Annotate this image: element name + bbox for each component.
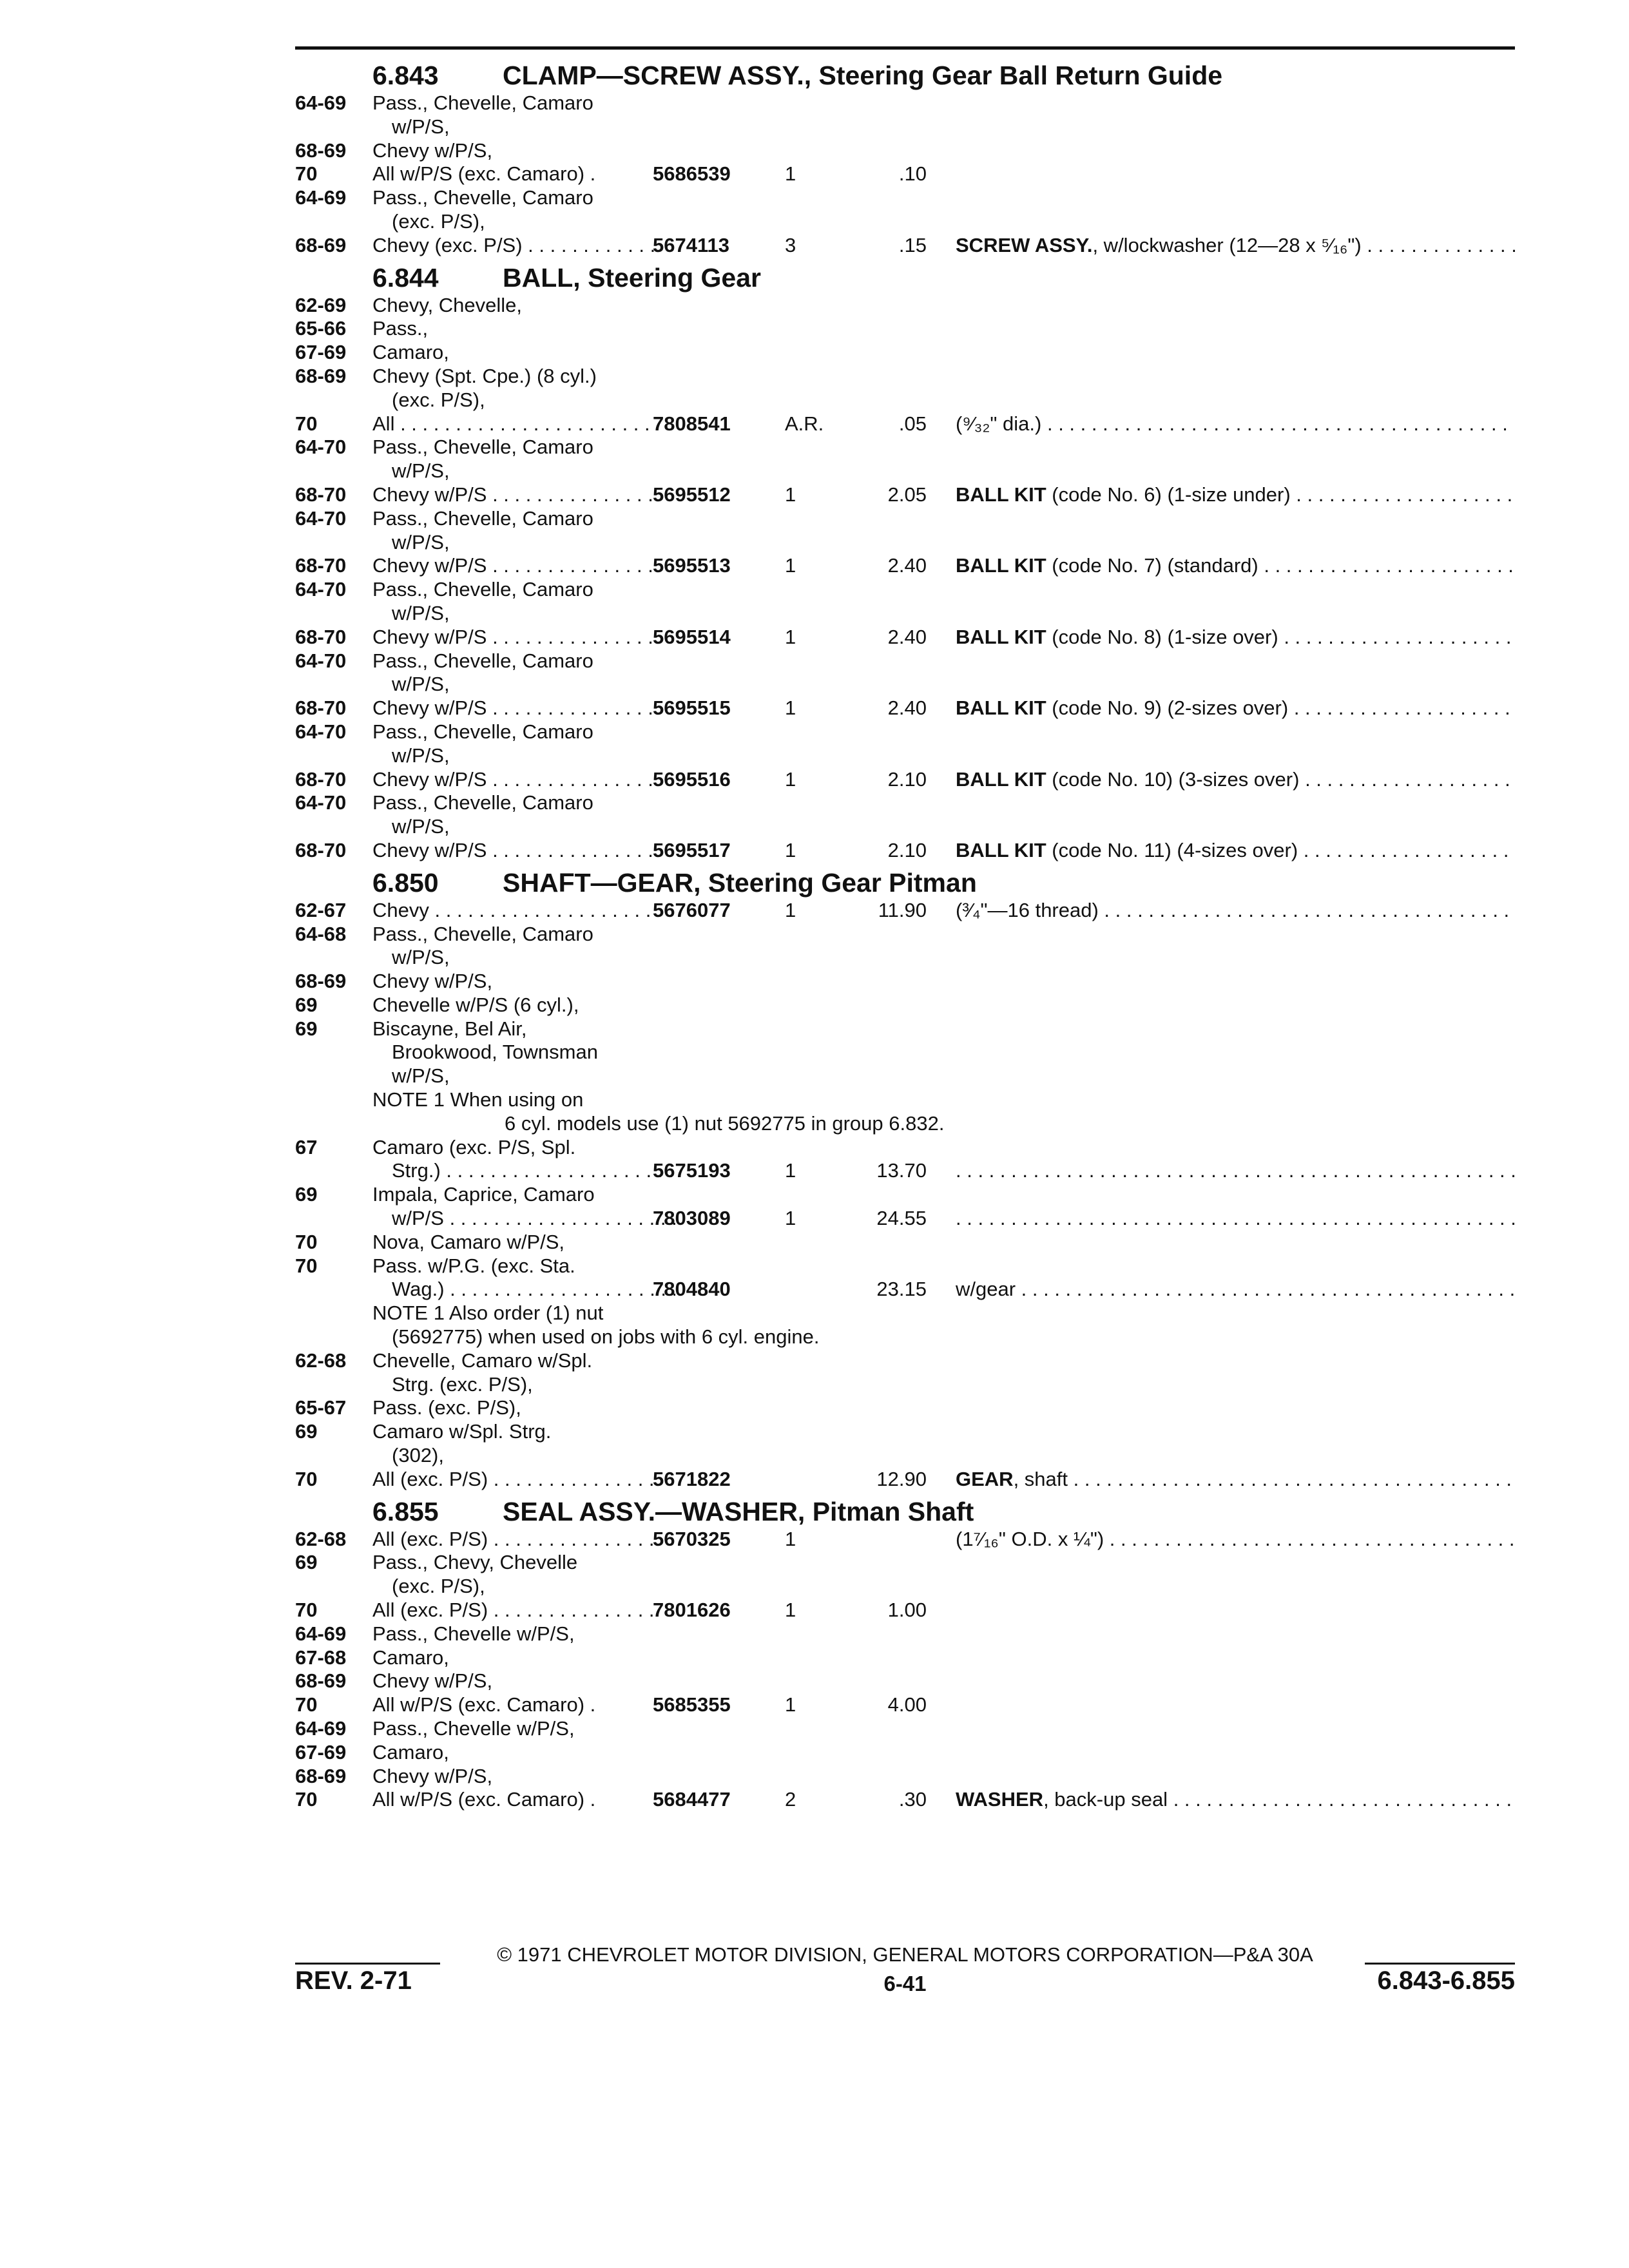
part-number: 5675193 [653, 1159, 731, 1182]
model-application: NOTE 1 When using on [372, 1088, 584, 1111]
model-application: w/P/S, [392, 459, 450, 483]
model-application: All w/P/S (exc. Camaro) . [372, 162, 596, 186]
model-application: Biscayne, Bel Air, [372, 1017, 527, 1040]
model-application: Pass. (exc. P/S), [372, 1396, 521, 1419]
part-name: BALL KIT [956, 554, 1046, 577]
model-application: w/P/S, [392, 946, 450, 969]
model-year: 67-69 [295, 1740, 347, 1763]
parts-listing [295, 55, 1515, 1812]
model-year: 68-69 [295, 1764, 347, 1787]
model-year: 70 [295, 1254, 318, 1277]
model-application: Chevy w/P/S . . . [372, 768, 656, 792]
part-row [295, 768, 1515, 792]
part-row [295, 294, 1515, 318]
model-application: Chevy, Chevelle, [372, 293, 523, 316]
model-application: w/P/S, [392, 601, 450, 624]
price: 11.90 [878, 898, 927, 921]
quantity: 1 [785, 1527, 796, 1550]
model-application: w/P/S, [392, 115, 450, 138]
part-row [295, 531, 1515, 555]
part-row [295, 815, 1515, 839]
model-application: Camaro, [372, 1646, 449, 1669]
part-spec: (code No. 8) (1-size over) [1046, 625, 1278, 648]
part-description [956, 1159, 1515, 1183]
model-year: 68-69 [295, 139, 347, 162]
part-description [956, 626, 1515, 649]
part-spec: , back-up seal [1043, 1788, 1168, 1811]
part-row [295, 1669, 1515, 1693]
model-application: Camaro, [372, 1740, 449, 1763]
model-year: 64-70 [295, 578, 347, 601]
part-row [295, 1646, 1515, 1670]
part-row [295, 1112, 1515, 1136]
part-name: SCREW ASSY. [956, 233, 1093, 256]
model-application: Chevy w/P/S . . . [372, 626, 656, 649]
section-title: SHAFT—GEAR, Steering Gear Pitman [503, 867, 977, 898]
model-application: Chevy w/P/S . . . [372, 483, 656, 507]
model-application: Pass. w/P.G. (exc. Sta. [372, 1254, 575, 1277]
part-row [295, 673, 1515, 697]
quantity: 2 [785, 1788, 796, 1811]
part-row [295, 389, 1515, 412]
quantity: 1 [785, 1207, 796, 1230]
part-row [295, 186, 1515, 210]
part-name: WASHER [956, 1788, 1044, 1811]
model-year: 67 [295, 1135, 318, 1158]
model-application: Strg. (exc. P/S), [392, 1372, 533, 1396]
model-year: 64-70 [295, 506, 347, 530]
part-row [295, 946, 1515, 970]
part-row [295, 554, 1515, 578]
model-year: 69 [295, 1420, 318, 1443]
quantity: 1 [785, 625, 796, 648]
model-application: Pass., Chevelle w/P/S, [372, 1717, 575, 1740]
price: .30 [898, 1788, 927, 1811]
part-row [295, 1207, 1515, 1231]
model-application: Chevelle, Camaro w/Spl. [372, 1349, 593, 1372]
part-row [295, 1444, 1515, 1468]
model-application: (302), [392, 1444, 444, 1467]
part-name: BALL KIT [956, 625, 1046, 648]
quantity: 1 [785, 1599, 796, 1622]
part-spec: (code No. 9) (2-sizes over) [1046, 697, 1289, 720]
model-application: Pass., Chevelle, Camaro [372, 91, 593, 114]
part-row [295, 317, 1515, 341]
model-year: 68-70 [295, 767, 347, 791]
model-application: Pass., Chevelle, Camaro [372, 922, 593, 945]
quantity: 1 [785, 898, 796, 921]
model-application: All w/P/S (exc. Camaro) . [372, 1693, 596, 1716]
part-description [956, 412, 1515, 436]
copyright-notice: © 1971 CHEVROLET MOTOR DIVISION, GENERAL MOTORS CORPORATION—P&A 30A [497, 1943, 1313, 1966]
model-application: Pass., Chevy, Chevelle [372, 1551, 578, 1574]
model-application: (5692775) when used on jobs with 6 cyl. engine. [392, 1325, 820, 1349]
section-heading [295, 259, 1515, 294]
model-application: Strg.) . . . [392, 1159, 675, 1183]
part-name: BALL KIT [956, 483, 1046, 506]
model-year: 68-69 [295, 970, 347, 993]
model-application: Pass., Chevelle w/P/S, [372, 1622, 575, 1645]
part-number: 7803089 [653, 1207, 731, 1230]
part-row [295, 1231, 1515, 1254]
model-year: 70 [295, 1467, 318, 1490]
model-application: Camaro (exc. P/S, Spl. [372, 1135, 576, 1158]
model-application: Chevy (Spt. Cpe.) (8 cyl.) [372, 364, 597, 387]
part-row [295, 744, 1515, 768]
model-year: 64-70 [295, 720, 347, 743]
model-year: 68-70 [295, 483, 347, 506]
part-number: 5695513 [653, 554, 731, 577]
part-row [295, 1765, 1515, 1789]
model-year: 68-70 [295, 697, 347, 720]
model-year: 67-69 [295, 341, 347, 364]
part-number: 5695514 [653, 625, 731, 648]
part-row [295, 459, 1515, 483]
model-application: Chevy w/P/S, [372, 139, 493, 162]
quantity: 1 [785, 697, 796, 720]
revision-label: REV. 2-71 [295, 1966, 412, 1995]
model-year: 62-67 [295, 898, 347, 921]
part-name: BALL KIT [956, 838, 1046, 861]
model-year: 68-69 [295, 364, 347, 387]
quantity: 1 [785, 483, 796, 506]
model-year: 69 [295, 993, 318, 1016]
model-application: All w/P/S (exc. Camaro) . [372, 1788, 596, 1811]
part-number: 5686539 [653, 162, 731, 186]
price: 2.40 [887, 625, 927, 648]
part-row [295, 602, 1515, 626]
quantity: A.R. [785, 412, 824, 435]
part-description [956, 1528, 1515, 1552]
section-number: 6.855 [372, 1496, 439, 1526]
part-row [295, 1349, 1515, 1373]
model-year: 64-70 [295, 791, 347, 814]
model-application: Wag.) . . . [392, 1278, 675, 1302]
section-number: 6.850 [372, 867, 439, 898]
model-application: Chevy w/P/S . . . [372, 554, 656, 578]
part-row [295, 1373, 1515, 1397]
part-row [295, 899, 1515, 923]
model-year: 62-68 [295, 1349, 347, 1372]
part-row [295, 210, 1515, 234]
model-application: Chevy . . . [372, 899, 656, 923]
part-row [295, 1254, 1515, 1278]
model-application: Chevelle w/P/S (6 cyl.), [372, 993, 579, 1016]
part-row [295, 1041, 1515, 1064]
part-description [956, 554, 1515, 578]
model-year: 64-70 [295, 649, 347, 672]
model-application: Camaro w/Spl. Strg. [372, 1420, 552, 1443]
price: .10 [898, 162, 927, 186]
part-row [295, 1183, 1515, 1207]
part-row [295, 1017, 1515, 1041]
part-description [956, 1278, 1515, 1302]
model-application: Impala, Caprice, Camaro [372, 1183, 595, 1206]
part-row [295, 1420, 1515, 1444]
part-row [295, 923, 1515, 947]
model-application: w/P/S, [392, 815, 450, 838]
section-title: CLAMP—SCREW ASSY., Steering Gear Ball Return Guide [503, 61, 1223, 90]
part-number: 7801626 [653, 1599, 731, 1622]
part-row [295, 1302, 1515, 1325]
price: 2.10 [887, 838, 927, 861]
price: .15 [898, 233, 927, 256]
model-application: Chevy w/P/S . . . [372, 839, 656, 863]
part-row [295, 839, 1515, 863]
part-spec: w/gear [956, 1278, 1016, 1301]
model-application: Chevy (exc. P/S) . . . [372, 234, 656, 258]
part-spec: (code No. 6) (1-size under) [1046, 483, 1291, 506]
quantity: 1 [785, 767, 796, 791]
part-row [295, 1396, 1515, 1420]
part-row [295, 1325, 1515, 1349]
part-row [295, 91, 1515, 115]
part-row [295, 234, 1515, 258]
part-row [295, 1599, 1515, 1622]
price: .05 [898, 412, 927, 435]
model-application: Chevy w/P/S . . . [372, 697, 656, 720]
part-row [295, 341, 1515, 365]
model-application: 6 cyl. models use (1) nut 5692775 in group 6.832. [505, 1111, 945, 1135]
part-description [956, 1788, 1515, 1812]
model-application: (exc. P/S), [392, 388, 485, 411]
part-spec: , shaft [1013, 1467, 1068, 1490]
part-description [956, 839, 1515, 863]
model-application: Chevy w/P/S, [372, 970, 493, 993]
model-application: NOTE 1 Also order (1) nut [372, 1302, 604, 1325]
model-application: All (exc. P/S) . . . [372, 1528, 656, 1552]
part-row [295, 720, 1515, 744]
model-year: 64-69 [295, 91, 347, 114]
model-application: w/P/S, [392, 1064, 450, 1088]
model-year: 64-69 [295, 1717, 347, 1740]
part-description [956, 899, 1515, 923]
price: 12.90 [876, 1467, 927, 1490]
model-application: (exc. P/S), [392, 1575, 485, 1598]
part-description [956, 1207, 1515, 1231]
price: 2.05 [887, 483, 927, 506]
model-year: 68-69 [295, 1669, 347, 1693]
part-spec: (³⁄₄"—16 thread) [956, 898, 1099, 921]
model-year: 70 [295, 1599, 318, 1622]
model-application: Pass., Chevelle, Camaro [372, 791, 593, 814]
section-range: 6.843-6.855 [1377, 1966, 1515, 1995]
part-number: 5684477 [653, 1788, 731, 1811]
section-heading [295, 57, 1515, 91]
price: 2.40 [887, 554, 927, 577]
section-heading [295, 1493, 1515, 1528]
part-description [956, 483, 1515, 507]
part-row [295, 412, 1515, 436]
model-year: 64-69 [295, 1622, 347, 1645]
part-row [295, 1088, 1515, 1112]
part-row [295, 1788, 1515, 1812]
model-year: 62-68 [295, 1527, 347, 1550]
quantity: 1 [785, 838, 796, 861]
part-name: GEAR [956, 1467, 1014, 1490]
model-application: Pass., Chevelle, Camaro [372, 578, 593, 601]
part-row [295, 1622, 1515, 1646]
part-spec: , w/lockwasher (12—28 x ⁵⁄₁₆") [1092, 233, 1362, 256]
model-year: 65-66 [295, 317, 347, 340]
part-row [295, 162, 1515, 186]
model-application: All (exc. P/S) . . . [372, 1599, 656, 1622]
part-description [956, 1468, 1515, 1492]
quantity: 1 [785, 1693, 796, 1716]
part-row [295, 1717, 1515, 1741]
price: 23.15 [876, 1278, 927, 1301]
part-spec: (⁹⁄₃₂" dia.) [956, 412, 1042, 435]
part-number: 5670325 [653, 1527, 731, 1550]
part-number: 5695516 [653, 767, 731, 791]
model-year: 68-70 [295, 554, 347, 577]
part-number: 7808541 [653, 412, 731, 435]
model-application: Nova, Camaro w/P/S, [372, 1230, 565, 1253]
model-application: Pass., Chevelle, Camaro [372, 436, 593, 459]
part-row [295, 1551, 1515, 1575]
model-application: Pass., Chevelle, Camaro [372, 720, 593, 743]
part-row [295, 970, 1515, 994]
part-spec: (code No. 11) (4-sizes over) [1046, 838, 1298, 861]
part-row [295, 697, 1515, 720]
quantity: 3 [785, 233, 796, 256]
model-application: Brookwood, Townsman [392, 1041, 598, 1064]
part-row [295, 1136, 1515, 1160]
section-title: BALL, Steering Gear [503, 262, 761, 293]
price: 1.00 [887, 1599, 927, 1622]
part-row [295, 115, 1515, 139]
model-application: w/P/S, [392, 530, 450, 553]
part-row [295, 626, 1515, 649]
model-year: 64-69 [295, 186, 347, 209]
part-row [295, 365, 1515, 389]
part-row [295, 1278, 1515, 1302]
quantity: 1 [785, 162, 796, 186]
part-row [295, 483, 1515, 507]
quantity: 1 [785, 554, 796, 577]
part-number: 5671822 [653, 1467, 731, 1490]
part-spec: (code No. 10) (3-sizes over) [1046, 767, 1300, 791]
page-footer [295, 1943, 1515, 2008]
part-row [295, 1741, 1515, 1765]
model-year: 65-67 [295, 1396, 347, 1419]
part-row [295, 791, 1515, 815]
section-heading [295, 864, 1515, 899]
model-application: w/P/S, [392, 744, 450, 767]
part-number: 7804840 [653, 1278, 731, 1301]
model-year: 64-68 [295, 922, 347, 945]
part-number: 5685355 [653, 1693, 731, 1716]
model-year: 70 [295, 162, 318, 186]
part-name: BALL KIT [956, 767, 1046, 791]
price: 13.70 [876, 1159, 927, 1182]
part-description [956, 697, 1515, 720]
model-application: All (exc. P/S) . . . [372, 1468, 656, 1492]
model-year: 62-69 [295, 293, 347, 316]
model-application: (exc. P/S), [392, 209, 485, 233]
model-application: Chevy w/P/S, [372, 1764, 493, 1787]
part-row [295, 1159, 1515, 1183]
part-description [956, 768, 1515, 792]
price: 4.00 [887, 1693, 927, 1716]
part-name: BALL KIT [956, 697, 1046, 720]
model-year: 69 [295, 1183, 318, 1206]
model-application: All . . . [372, 412, 656, 436]
part-row [295, 1693, 1515, 1717]
section-number: 6.843 [372, 61, 439, 90]
part-spec: (1⁷⁄₁₆" O.D. x ¼") [956, 1527, 1104, 1550]
part-number: 5674113 [653, 233, 729, 256]
page-number: 6-41 [883, 1972, 927, 1995]
part-row [295, 1468, 1515, 1492]
model-application: Camaro, [372, 341, 449, 364]
model-application: Pass., Chevelle, Camaro [372, 506, 593, 530]
part-row [295, 994, 1515, 1017]
part-number: 5695515 [653, 697, 731, 720]
model-year: 68-70 [295, 838, 347, 861]
part-number: 5695517 [653, 838, 731, 861]
quantity: 1 [785, 1159, 796, 1182]
model-application: w/P/S, [392, 673, 450, 696]
price: 2.10 [887, 767, 927, 791]
model-year: 70 [295, 1230, 318, 1253]
model-application: Pass., Chevelle, Camaro [372, 186, 593, 209]
model-year: 68-69 [295, 233, 347, 256]
section-number: 6.844 [372, 262, 439, 293]
model-year: 67-68 [295, 1646, 347, 1669]
part-row [295, 578, 1515, 602]
part-row [295, 139, 1515, 163]
part-row [295, 436, 1515, 459]
model-application: w/P/S . . . [392, 1207, 675, 1231]
part-number: 5695512 [653, 483, 731, 506]
model-year: 69 [295, 1017, 318, 1040]
part-row [295, 1575, 1515, 1599]
model-application: Chevy w/P/S, [372, 1669, 493, 1693]
part-row [295, 507, 1515, 531]
model-year: 70 [295, 412, 318, 435]
part-spec: (code No. 7) (standard) [1046, 554, 1258, 577]
model-year: 70 [295, 1693, 318, 1716]
part-row [295, 1528, 1515, 1552]
top-rule [295, 46, 1515, 50]
model-year: 68-70 [295, 625, 347, 648]
part-description [956, 234, 1515, 258]
section-title: SEAL ASSY.—WASHER, Pitman Shaft [503, 1496, 974, 1526]
price: 24.55 [876, 1207, 927, 1230]
part-number: 5676077 [653, 898, 731, 921]
model-year: 69 [295, 1551, 318, 1574]
model-year: 70 [295, 1788, 318, 1811]
part-row [295, 649, 1515, 673]
model-application: Pass., [372, 317, 429, 340]
model-year: 64-70 [295, 436, 347, 459]
model-application: Pass., Chevelle, Camaro [372, 649, 593, 672]
part-row [295, 1064, 1515, 1088]
price: 2.40 [887, 697, 927, 720]
